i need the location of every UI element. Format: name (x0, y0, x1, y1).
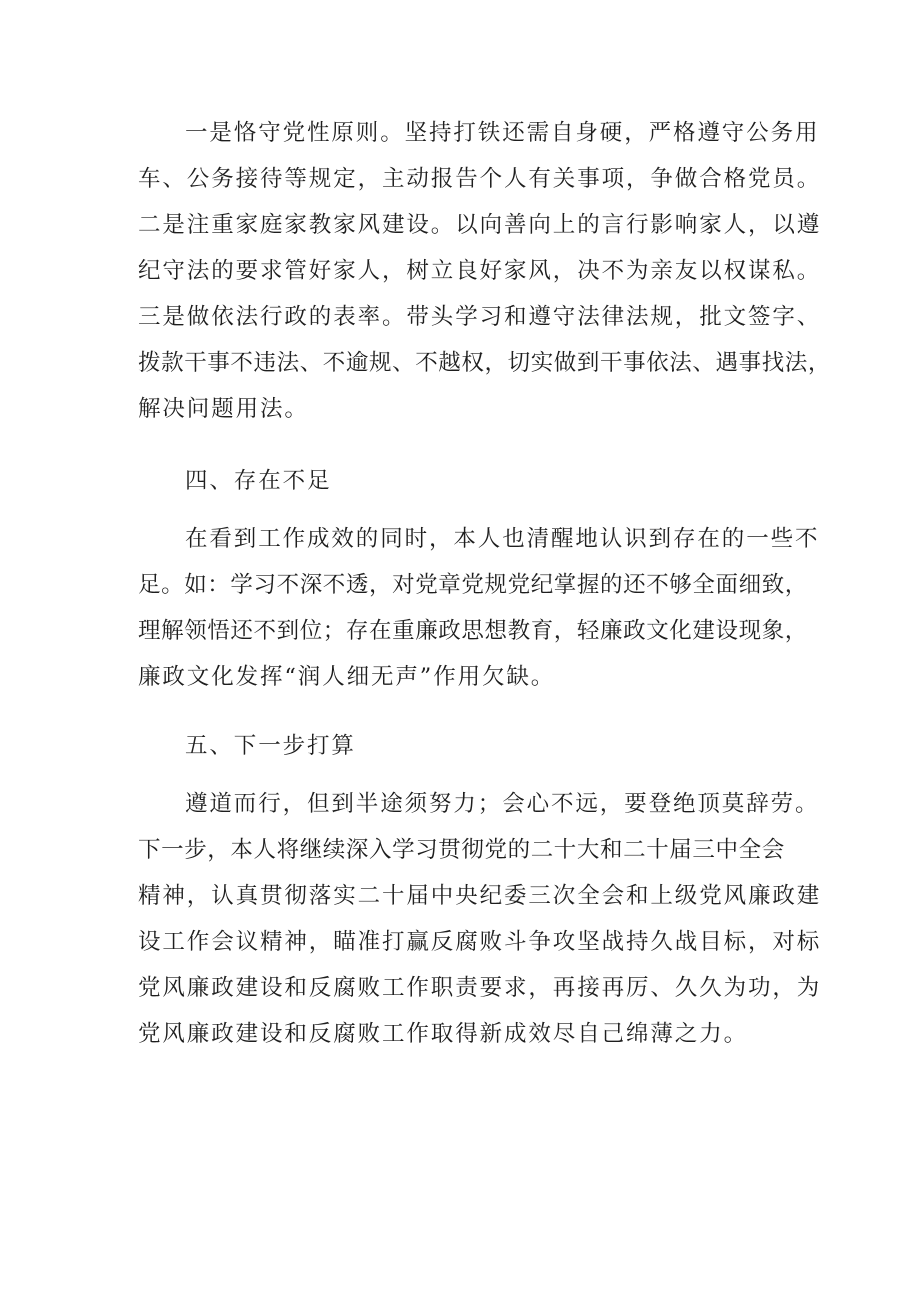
paragraph-shortcomings (138, 516, 820, 700)
text-line: 精神，认真贯彻落实二十届中央纪委三次全会和上级党风廉政建 (138, 883, 822, 909)
text-line: 廉政文化发挥“润人细无声”作用欠缺。 (138, 664, 556, 690)
text-line: 在看到工作成效的同时，本人也清醒地认识到存在的一些不 (185, 526, 820, 552)
text-line: 三是做依法行政的表率。带头学习和遵守法律法规，批文签字、 (138, 304, 822, 330)
paragraph-duties (138, 110, 832, 432)
text-line: 一是恪守党性原则。坚持打铁还需自身硬，严格遵守公务用 (185, 120, 820, 146)
text-line: 解决问题用法。 (138, 396, 309, 422)
text-line: 下一步，本人将继续深入学习贯彻党的二十大和二十届三中全会 (138, 837, 785, 863)
text-line: 二是注重家庭家教家风建设。以向善向上的言行影响家人，以遵 (138, 212, 822, 238)
section-heading-shortcomings: 四、存在不足 (185, 468, 332, 494)
text-line: 遵道而行，但到半途须努力；会心不远，要登绝顶莫辞劳。 (185, 791, 820, 817)
text-line: 足。如：学习不深不透，对党章党规党纪掌握的还不够全面细致， (138, 572, 808, 598)
text-line: 党风廉政建设和反腐败工作职责要求，再接再厉、久久为功，为 (138, 975, 822, 1001)
text-line: 设工作会议精神，瞄准打赢反腐败斗争攻坚战持久战目标，对标 (138, 929, 822, 955)
text-line: 车、公务接待等规定，主动报告个人有关事项，争做合格党员。 (138, 166, 822, 192)
text-line: 理解领悟还不到位；存在重廉政思想教育，轻廉政文化建设现象， (138, 618, 808, 644)
text-line: 纪守法的要求管好家人，树立良好家风，决不为亲友以权谋私。 (138, 258, 822, 284)
section-heading-next-steps: 五、下一步打算 (185, 733, 356, 759)
paragraph-next-steps (138, 781, 822, 1057)
text-line: 党风廉政建设和反腐败工作取得新成效尽自己绵薄之力。 (138, 1021, 749, 1047)
text-line: 拨款干事不违法、不逾规、不越权，切实做到干事依法、遇事找法， (138, 350, 832, 376)
